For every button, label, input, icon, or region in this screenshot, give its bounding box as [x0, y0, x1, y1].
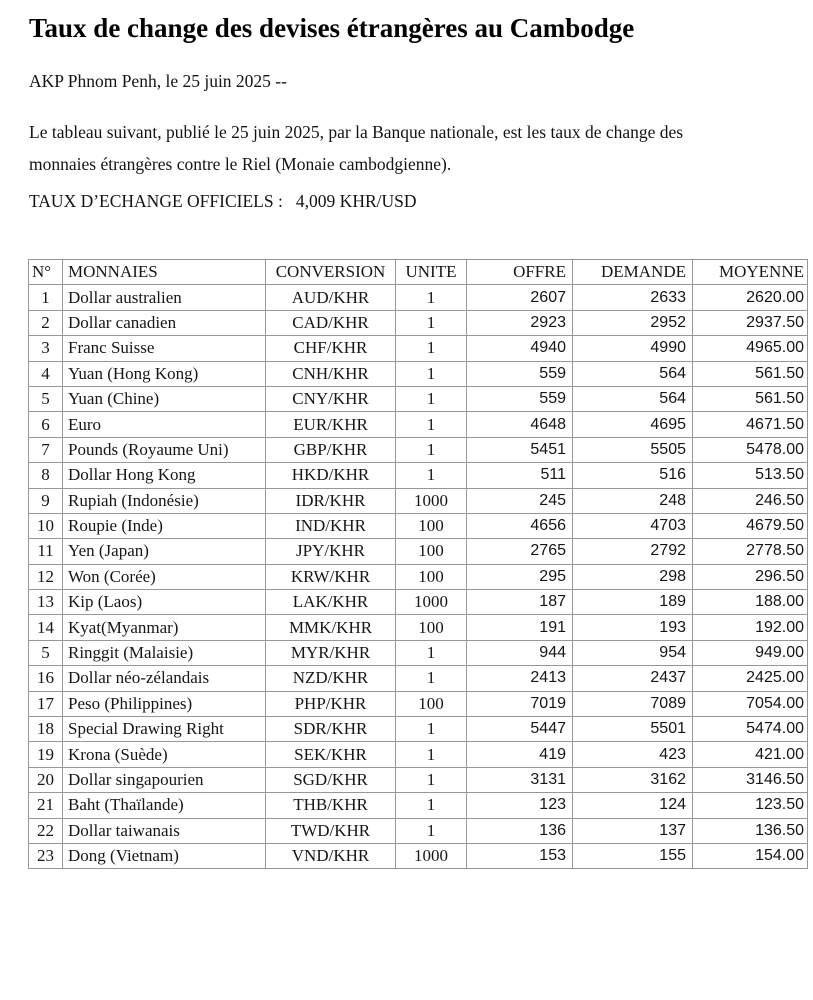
- cell-demand: 5505: [573, 437, 693, 462]
- cell-conversion: AUD/KHR: [266, 285, 396, 310]
- cell-currency: Yen (Japan): [63, 539, 266, 564]
- table-row: [29, 386, 808, 411]
- cell-demand: 124: [573, 793, 693, 818]
- column-header-unit: UNITE: [396, 260, 467, 285]
- cell-conversion: JPY/KHR: [266, 539, 396, 564]
- table-row: [29, 590, 808, 615]
- cell-demand: 4990: [573, 336, 693, 361]
- cell-unit: 1000: [396, 590, 467, 615]
- cell-unit: 1: [396, 386, 467, 411]
- cell-currency: Yuan (Hong Kong): [63, 361, 266, 386]
- cell-currency: Kip (Laos): [63, 590, 266, 615]
- cell-number: 10: [29, 513, 63, 538]
- cell-currency: Dong (Vietnam): [63, 843, 266, 868]
- cell-conversion: NZD/KHR: [266, 666, 396, 691]
- cell-demand: 189: [573, 590, 693, 615]
- cell-conversion: HKD/KHR: [266, 463, 396, 488]
- cell-average: 421.00: [693, 742, 808, 767]
- cell-offer: 5451: [467, 437, 573, 462]
- cell-number: 21: [29, 793, 63, 818]
- column-header-currency: MONNAIES: [63, 260, 266, 285]
- cell-number: 5: [29, 386, 63, 411]
- cell-offer: 4656: [467, 513, 573, 538]
- cell-unit: 100: [396, 513, 467, 538]
- table-row: [29, 488, 808, 513]
- cell-number: 16: [29, 666, 63, 691]
- cell-number: 1: [29, 285, 63, 310]
- cell-conversion: SGD/KHR: [266, 767, 396, 792]
- cell-number: 23: [29, 843, 63, 868]
- cell-conversion: IDR/KHR: [266, 488, 396, 513]
- cell-demand: 3162: [573, 767, 693, 792]
- cell-offer: 191: [467, 615, 573, 640]
- table-row: [29, 539, 808, 564]
- cell-demand: 564: [573, 361, 693, 386]
- cell-currency: Dollar canadien: [63, 310, 266, 335]
- cell-currency: Euro: [63, 412, 266, 437]
- cell-unit: 1: [396, 793, 467, 818]
- cell-offer: 4648: [467, 412, 573, 437]
- cell-unit: 100: [396, 539, 467, 564]
- cell-currency: Roupie (Inde): [63, 513, 266, 538]
- cell-number: 7: [29, 437, 63, 462]
- cell-currency: Ringgit (Malaisie): [63, 640, 266, 665]
- cell-number: 6: [29, 412, 63, 437]
- cell-average: 561.50: [693, 386, 808, 411]
- cell-offer: 2923: [467, 310, 573, 335]
- cell-unit: 1: [396, 666, 467, 691]
- table-row: [29, 666, 808, 691]
- cell-unit: 1000: [396, 843, 467, 868]
- cell-currency: Dollar singapourien: [63, 767, 266, 792]
- cell-unit: 1: [396, 412, 467, 437]
- column-header-conversion: CONVERSION: [266, 260, 396, 285]
- cell-demand: 564: [573, 386, 693, 411]
- table-row: [29, 640, 808, 665]
- cell-demand: 2633: [573, 285, 693, 310]
- cell-unit: 1: [396, 463, 467, 488]
- cell-offer: 511: [467, 463, 573, 488]
- cell-number: 11: [29, 539, 63, 564]
- cell-conversion: KRW/KHR: [266, 564, 396, 589]
- cell-demand: 4703: [573, 513, 693, 538]
- cell-average: 136.50: [693, 818, 808, 843]
- cell-currency: Dollar taiwanais: [63, 818, 266, 843]
- cell-demand: 298: [573, 564, 693, 589]
- cell-average: 2620.00: [693, 285, 808, 310]
- cell-offer: 4940: [467, 336, 573, 361]
- cell-conversion: EUR/KHR: [266, 412, 396, 437]
- cell-offer: 153: [467, 843, 573, 868]
- cell-conversion: CAD/KHR: [266, 310, 396, 335]
- cell-offer: 3131: [467, 767, 573, 792]
- intro-line-2: monnaies étrangères contre le Riel (Monaie cambodgienne).: [29, 154, 452, 174]
- cell-average: 513.50: [693, 463, 808, 488]
- cell-demand: 2952: [573, 310, 693, 335]
- table-row: [29, 361, 808, 386]
- cell-offer: 2607: [467, 285, 573, 310]
- cell-currency: Dollar néo-zélandais: [63, 666, 266, 691]
- cell-unit: 1: [396, 285, 467, 310]
- cell-average: 2425.00: [693, 666, 808, 691]
- cell-number: 19: [29, 742, 63, 767]
- cell-demand: 954: [573, 640, 693, 665]
- cell-number: 3: [29, 336, 63, 361]
- cell-demand: 423: [573, 742, 693, 767]
- cell-offer: 295: [467, 564, 573, 589]
- column-header-offer: OFFRE: [467, 260, 573, 285]
- cell-unit: 1: [396, 767, 467, 792]
- cell-number: 22: [29, 818, 63, 843]
- cell-number: 14: [29, 615, 63, 640]
- cell-unit: 1: [396, 717, 467, 742]
- cell-average: 5474.00: [693, 717, 808, 742]
- cell-conversion: CNY/KHR: [266, 386, 396, 411]
- table-body: [29, 285, 808, 869]
- cell-currency: Peso (Philippines): [63, 691, 266, 716]
- cell-offer: 2413: [467, 666, 573, 691]
- cell-number: 20: [29, 767, 63, 792]
- column-header-demand: DEMANDE: [573, 260, 693, 285]
- cell-currency: Franc Suisse: [63, 336, 266, 361]
- cell-demand: 7089: [573, 691, 693, 716]
- cell-currency: Dollar australien: [63, 285, 266, 310]
- table-row: [29, 285, 808, 310]
- cell-currency: Dollar Hong Kong: [63, 463, 266, 488]
- cell-average: 3146.50: [693, 767, 808, 792]
- cell-offer: 419: [467, 742, 573, 767]
- cell-currency: Rupiah (Indonésie): [63, 488, 266, 513]
- table-row: [29, 767, 808, 792]
- cell-offer: 7019: [467, 691, 573, 716]
- cell-unit: 1: [396, 818, 467, 843]
- table-row: [29, 437, 808, 462]
- cell-unit: 1000: [396, 488, 467, 513]
- cell-demand: 4695: [573, 412, 693, 437]
- cell-number: 18: [29, 717, 63, 742]
- cell-average: 154.00: [693, 843, 808, 868]
- cell-demand: 155: [573, 843, 693, 868]
- table-row: [29, 793, 808, 818]
- table-row: [29, 513, 808, 538]
- cell-currency: Special Drawing Right: [63, 717, 266, 742]
- cell-demand: 248: [573, 488, 693, 513]
- exchange-rates-table: [28, 259, 808, 869]
- cell-unit: 1: [396, 640, 467, 665]
- cell-offer: 123: [467, 793, 573, 818]
- table-row: [29, 717, 808, 742]
- cell-unit: 1: [396, 437, 467, 462]
- cell-demand: 2437: [573, 666, 693, 691]
- cell-conversion: TWD/KHR: [266, 818, 396, 843]
- cell-conversion: LAK/KHR: [266, 590, 396, 615]
- table-row: [29, 564, 808, 589]
- cell-demand: 2792: [573, 539, 693, 564]
- cell-conversion: IND/KHR: [266, 513, 396, 538]
- cell-currency: Yuan (Chine): [63, 386, 266, 411]
- intro-paragraph: [29, 116, 813, 180]
- cell-average: 4671.50: [693, 412, 808, 437]
- page-title: Taux de change des devises étrangères au Cambodge: [29, 13, 635, 43]
- cell-number: 2: [29, 310, 63, 335]
- cell-conversion: GBP/KHR: [266, 437, 396, 462]
- cell-number: 5: [29, 640, 63, 665]
- cell-offer: 187: [467, 590, 573, 615]
- cell-average: 296.50: [693, 564, 808, 589]
- official-rate-line: TAUX D’ECHANGE OFFICIELS : 4,009 KHR/USD: [29, 191, 417, 211]
- cell-unit: 100: [396, 564, 467, 589]
- cell-number: 9: [29, 488, 63, 513]
- cell-demand: 5501: [573, 717, 693, 742]
- table-row: [29, 615, 808, 640]
- cell-conversion: SDR/KHR: [266, 717, 396, 742]
- table-header-row: [29, 260, 808, 285]
- cell-number: 4: [29, 361, 63, 386]
- cell-currency: Baht (Thaïlande): [63, 793, 266, 818]
- cell-number: 17: [29, 691, 63, 716]
- table-row: [29, 843, 808, 868]
- cell-offer: 245: [467, 488, 573, 513]
- table-row: [29, 818, 808, 843]
- cell-offer: 559: [467, 386, 573, 411]
- cell-currency: Kyat(Myanmar): [63, 615, 266, 640]
- cell-unit: 1: [396, 310, 467, 335]
- cell-average: 2937.50: [693, 310, 808, 335]
- cell-conversion: PHP/KHR: [266, 691, 396, 716]
- table-row: [29, 310, 808, 335]
- cell-unit: 1: [396, 336, 467, 361]
- column-header-average: MOYENNE: [693, 260, 808, 285]
- cell-currency: Pounds (Royaume Uni): [63, 437, 266, 462]
- cell-offer: 136: [467, 818, 573, 843]
- cell-conversion: SEK/KHR: [266, 742, 396, 767]
- cell-number: 12: [29, 564, 63, 589]
- table-row: [29, 691, 808, 716]
- cell-number: 8: [29, 463, 63, 488]
- cell-currency: Krona (Suède): [63, 742, 266, 767]
- cell-unit: 1: [396, 742, 467, 767]
- cell-demand: 193: [573, 615, 693, 640]
- cell-conversion: CNH/KHR: [266, 361, 396, 386]
- cell-conversion: MYR/KHR: [266, 640, 396, 665]
- cell-conversion: MMK/KHR: [266, 615, 396, 640]
- table-row: [29, 463, 808, 488]
- cell-number: 13: [29, 590, 63, 615]
- cell-conversion: CHF/KHR: [266, 336, 396, 361]
- intro-line-1: Le tableau suivant, publié le 25 juin 2025, par la Banque nationale, est les taux de change des: [29, 122, 684, 142]
- cell-average: 188.00: [693, 590, 808, 615]
- cell-demand: 516: [573, 463, 693, 488]
- cell-currency: Won (Corée): [63, 564, 266, 589]
- cell-average: 246.50: [693, 488, 808, 513]
- cell-unit: 1: [396, 361, 467, 386]
- cell-average: 561.50: [693, 361, 808, 386]
- cell-average: 5478.00: [693, 437, 808, 462]
- cell-average: 4679.50: [693, 513, 808, 538]
- cell-conversion: VND/KHR: [266, 843, 396, 868]
- table-row: [29, 336, 808, 361]
- cell-offer: 944: [467, 640, 573, 665]
- cell-offer: 2765: [467, 539, 573, 564]
- cell-unit: 100: [396, 691, 467, 716]
- dateline: AKP Phnom Penh, le 25 juin 2025 --: [29, 71, 287, 91]
- cell-average: 2778.50: [693, 539, 808, 564]
- cell-conversion: THB/KHR: [266, 793, 396, 818]
- cell-demand: 137: [573, 818, 693, 843]
- table-row: [29, 742, 808, 767]
- cell-offer: 559: [467, 361, 573, 386]
- cell-average: 123.50: [693, 793, 808, 818]
- cell-offer: 5447: [467, 717, 573, 742]
- column-header-number: N°: [29, 260, 63, 285]
- cell-average: 949.00: [693, 640, 808, 665]
- cell-average: 7054.00: [693, 691, 808, 716]
- cell-average: 4965.00: [693, 336, 808, 361]
- cell-unit: 100: [396, 615, 467, 640]
- cell-average: 192.00: [693, 615, 808, 640]
- table-row: [29, 412, 808, 437]
